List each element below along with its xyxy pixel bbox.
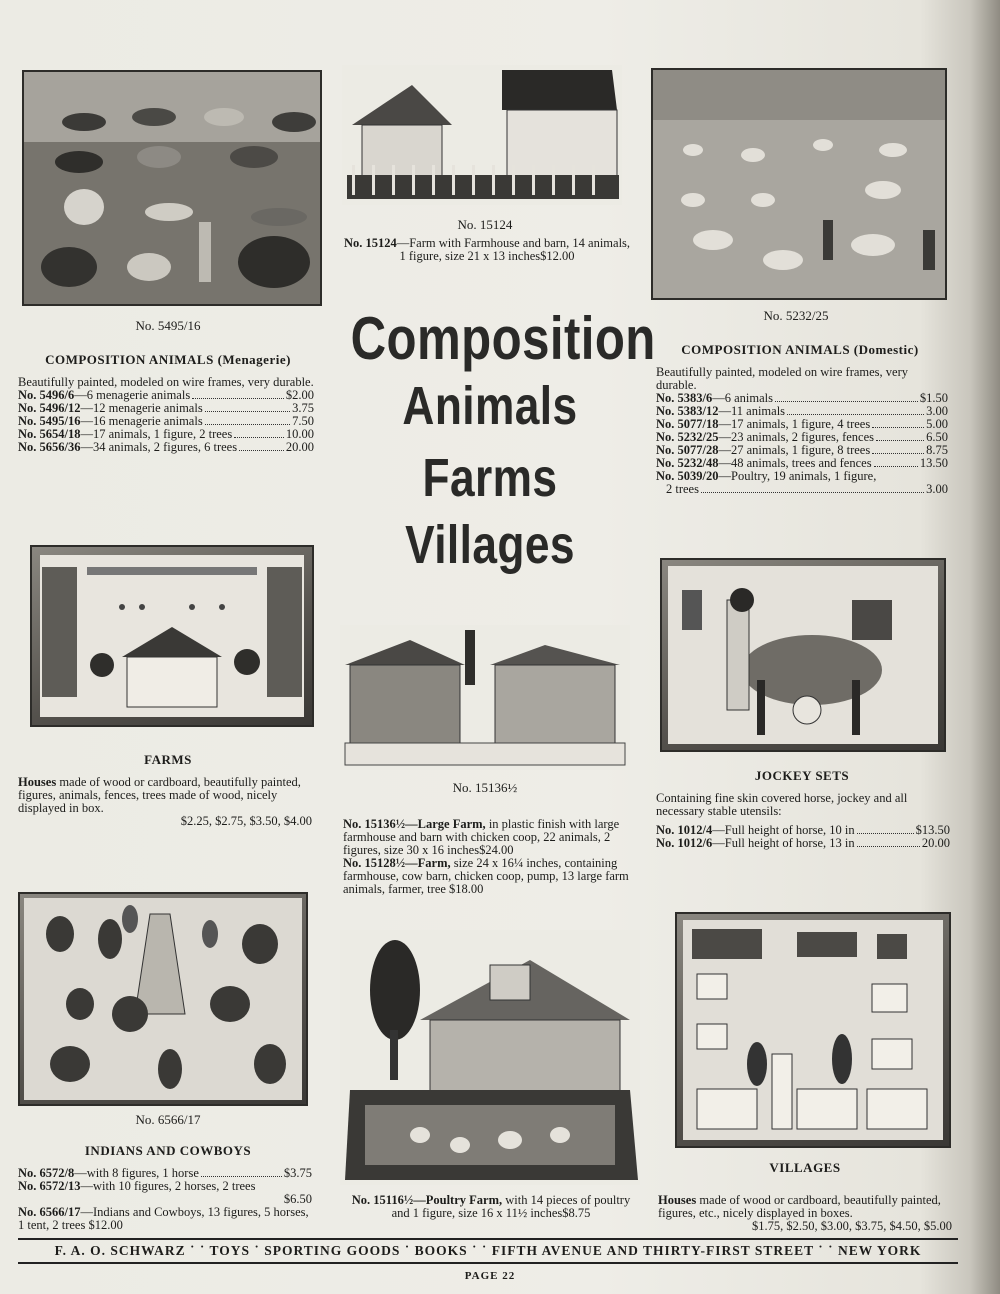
item-desc: —27 animals, 1 figure, 8 trees	[718, 443, 871, 457]
item-desc: —16 menagerie animals	[80, 414, 203, 428]
item-number: No. 15116½	[351, 1193, 414, 1207]
item-number: No. 5077/28	[656, 443, 719, 457]
item-price: $12.00	[540, 249, 575, 263]
farms-prices: $2.25, $2.75, $3.50, $4.00	[180, 814, 312, 828]
item-desc: —Indians and Cowboys, 13 figures, 5 horses, 1 tent, 2 trees	[18, 1205, 309, 1232]
item-desc: size 24 x 16¼ inches, containing farmhouse, cow barn, chicken coop, pump, 13 large farm animals, farmer, tree	[343, 856, 629, 896]
indians-caption: No. 6566/17	[135, 1112, 201, 1127]
menagerie-caption: No. 5495/16	[135, 318, 201, 333]
item-number: No. 5232/48	[656, 456, 719, 470]
item-desc: —23 animals, 2 figures, fences	[718, 430, 875, 444]
villages-photo	[675, 912, 951, 1148]
item-desc: —Full height of horse, 10 in	[712, 823, 855, 837]
item-label: —Farm,	[405, 856, 451, 870]
item-number: No. 5383/6	[656, 391, 713, 405]
domestic-row	[656, 483, 948, 496]
farm-15136-block	[343, 818, 639, 896]
item-price: $18.00	[449, 882, 484, 896]
farm-15124-caption: No. 15124	[457, 217, 513, 232]
item-desc: —12 menagerie animals	[80, 401, 203, 415]
item-number: No. 5496/6	[18, 388, 75, 402]
item-number: No. 15136½	[343, 817, 406, 831]
farm-15124-photo	[342, 65, 622, 205]
item-desc: —17 animals, 1 figure, 2 trees	[80, 427, 233, 441]
jockey-photo	[660, 558, 946, 752]
page-number: PAGE 22	[464, 1270, 516, 1282]
menagerie-row	[18, 441, 314, 454]
farms-photo	[30, 545, 314, 727]
menagerie-photo	[22, 70, 322, 306]
item-desc: —17 animals, 1 figure, 4 trees	[718, 417, 871, 431]
item-desc: —with 10 figures, 2 horses, 2 trees	[80, 1179, 256, 1193]
item-price: 20.00	[921, 836, 950, 850]
farms-heading: FARMS	[144, 752, 192, 767]
page-title-line-1: Composition	[350, 305, 656, 372]
item-price: 3.00	[926, 404, 948, 418]
jockey-intro: Containing fine skin covered horse, jockey and all necessary stable utensils:	[656, 791, 908, 818]
farms-lead: Houses	[18, 775, 57, 789]
item-desc: in plastic finish with large farmhouse and barn with chicken coop, 22 animals, 2 figures, size 30 x 16 inches	[343, 817, 620, 857]
item-price: $13.50	[915, 823, 950, 837]
farm-15124-text	[342, 237, 632, 263]
page-title-line-4: Villages	[405, 515, 575, 575]
page-title-line-3: Farms	[422, 448, 558, 508]
villages-prices: $1.75, $2.50, $3.00, $3.75, $4.50, $5.00	[752, 1219, 952, 1233]
item-price: 13.50	[919, 456, 948, 470]
item-desc: —6 menagerie animals	[74, 388, 191, 402]
item-price: 10.00	[285, 427, 314, 441]
item-desc: —11 animals	[718, 404, 786, 418]
item-number: No. 1012/4	[656, 823, 713, 837]
indians-photo	[18, 892, 308, 1106]
farm-15136-caption: No. 15136½	[452, 780, 518, 795]
item-number: No. 5654/18	[18, 427, 81, 441]
item-desc: —Farm with Farmhouse and barn, 14 animals, 1 figure, size 21 x 13 inches	[396, 236, 631, 263]
item-price: 3.00	[926, 482, 948, 496]
item-label: —Poultry Farm,	[413, 1193, 503, 1207]
poultry-block	[343, 1194, 639, 1220]
farms-desc: made of wood or cardboard, beautifully painted, figures, animals, fences, trees made of wood, nicely displayed in box.	[18, 775, 301, 815]
farms-block	[18, 776, 312, 828]
item-number: No. 5495/16	[18, 414, 81, 428]
menagerie-heading: COMPOSITION ANIMALS (Menagerie)	[45, 352, 291, 367]
domestic-caption: No. 5232/25	[763, 308, 829, 323]
poultry-farm-photo	[340, 930, 640, 1185]
item-desc: —with 8 figures, 1 horse	[74, 1166, 199, 1180]
domestic-intro: Beautifully painted, modeled on wire frames, very durable.	[656, 365, 909, 392]
item-number: No. 6566/17	[18, 1205, 81, 1219]
indians-row	[18, 1180, 312, 1206]
item-price: $8.75	[562, 1206, 591, 1220]
domestic-heading: COMPOSITION ANIMALS (Domestic)	[681, 342, 919, 357]
item-price: $12.00	[88, 1218, 123, 1232]
item-number: No. 6572/8	[18, 1166, 75, 1180]
villages-block	[658, 1194, 952, 1233]
farm-15136-photo	[340, 625, 630, 770]
villages-desc: made of wood or cardboard, beautifully painted, figures, etc., nicely displayed in boxes.	[658, 1193, 941, 1220]
item-number: No. 15124	[343, 236, 397, 250]
item-number: No. 5656/36	[18, 440, 81, 454]
page-title-line-2: Animals	[402, 376, 578, 436]
jockey-heading: JOCKEY SETS	[754, 768, 850, 783]
item-number: No. 5383/12	[656, 404, 719, 418]
item-price: 5.00	[926, 417, 948, 431]
item-desc: —34 animals, 2 figures, 6 trees	[80, 440, 238, 454]
item-desc: with 14 pieces of poultry and 1 figure, size 16 x 11½ inches	[391, 1193, 631, 1220]
item-desc: —6 animals	[712, 391, 774, 405]
item-desc: —Poultry, 19 animals, 1 figure,	[718, 469, 877, 483]
villages-heading: VILLAGES	[769, 1160, 841, 1175]
indians-block	[18, 1167, 312, 1232]
item-desc: —48 animals, trees and fences	[718, 456, 872, 470]
item-desc: 2 trees	[666, 482, 699, 496]
indians-row	[18, 1206, 312, 1232]
item-price: $2.00	[285, 388, 314, 402]
item-number: No. 15128½	[343, 856, 406, 870]
item-number: No. 5496/12	[18, 401, 81, 415]
domestic-photo	[651, 68, 947, 300]
item-number: No. 5077/18	[656, 417, 719, 431]
menagerie-block	[18, 376, 314, 454]
item-price: $6.50	[283, 1192, 312, 1206]
item-number: No. 5039/20	[656, 469, 719, 483]
item-number: No. 1012/6	[656, 836, 713, 850]
item-price: $24.00	[479, 843, 514, 857]
item-price: $1.50	[919, 391, 948, 405]
jockey-block	[656, 792, 950, 850]
item-price: 3.75	[292, 401, 314, 415]
item-price: 8.75	[926, 443, 948, 457]
item-number: No. 6572/13	[18, 1179, 81, 1193]
item-price: 7.50	[292, 414, 314, 428]
domestic-block	[656, 366, 948, 496]
indians-heading: INDIANS AND COWBOYS	[84, 1143, 252, 1158]
menagerie-intro: Beautifully painted, modeled on wire frames, very durable.	[18, 375, 314, 389]
item-price: 6.50	[926, 430, 948, 444]
item-label: —Large Farm,	[405, 817, 486, 831]
store-footer: F. A. O. SCHWARZ ˙ ˙ TOYS ˙ SPORTING GOODS ˙ BOOKS ˙ ˙ FIFTH AVENUE AND THIRTY-FIRST STREET ˙ ˙ NEW YORK	[18, 1238, 958, 1264]
item-desc: —Full height of horse, 13 in	[712, 836, 855, 850]
item-price: 20.00	[285, 440, 314, 454]
jockey-row	[656, 837, 950, 850]
item-price: $3.75	[283, 1166, 312, 1180]
villages-lead: Houses	[658, 1193, 697, 1207]
domestic-row	[656, 470, 948, 483]
item-number: No. 5232/25	[656, 430, 719, 444]
